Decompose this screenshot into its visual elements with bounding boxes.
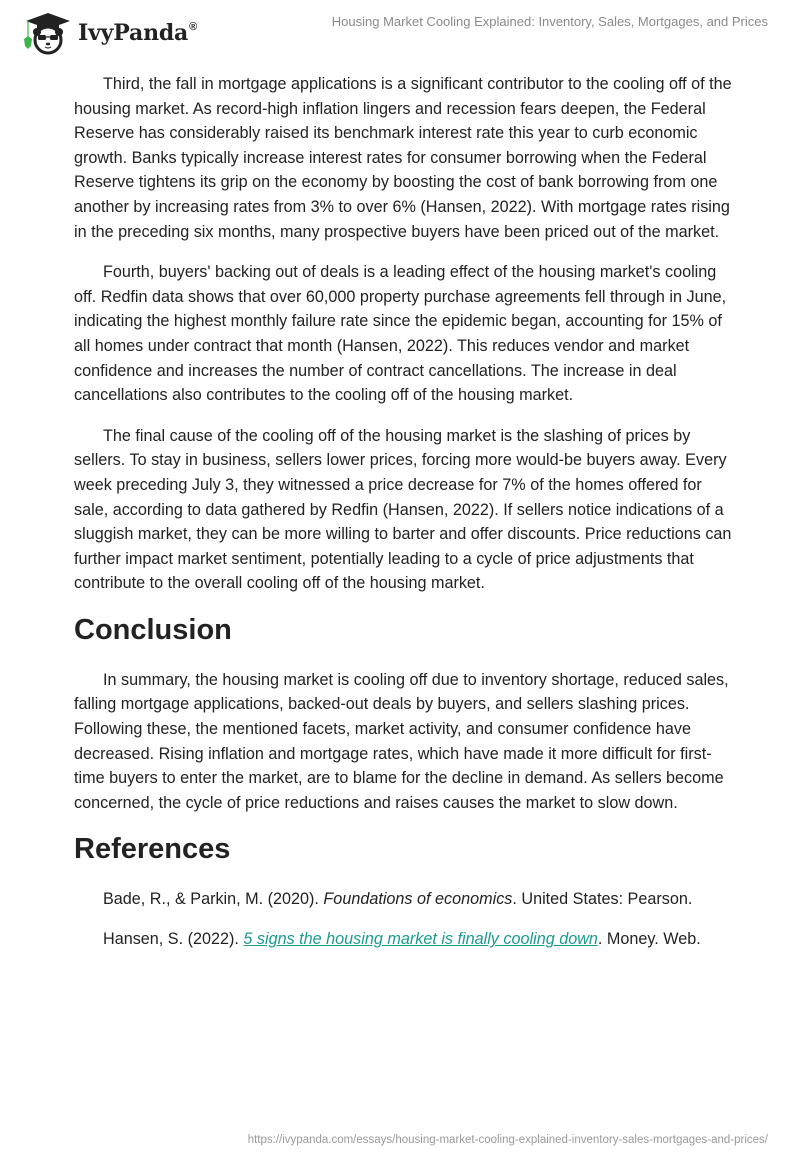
reference-publisher: . United States: Pearson. — [512, 890, 693, 909]
conclusion-paragraph: In summary, the housing market is cooling off due to inventory shortage, reduced sales, falling mortgage applications, backed-out deals by buyers, and sellers slashing prices. Following these, the mentioned facets, market activity, and consumer confidence have decreased. Rising inflation and mortgage rates, which have made it more difficult for first-time buyers to enter the market, are to blame for the decline in demand. As sellers become concerned, the cycle of price reductions and raises causes the market to slow down. — [74, 670, 729, 812]
reference-authors: Hansen, S. (2022). — [103, 930, 244, 949]
registered-mark: ® — [189, 21, 198, 33]
logo-wordmark — [78, 20, 197, 46]
reference-link[interactable]: 5 signs the housing market is finally cooling down — [243, 930, 598, 949]
reference-item — [103, 887, 734, 911]
paragraph-price-slashing: The final cause of the cooling off of the housing market is the slashing of prices by sellers. To stay in business, sellers lower prices, forcing more would-be buyers away. Every week preceding July 3, they witnessed a price decrease for 7% of the homes offered for sale, according to data gathered by Redfin (Hansen, 2022). If sellers notice indications of a sluggish market, they can be more willing to barter and offer discounts. Price reductions can further impact market sentiment, potentially leading to a cycle of price adjustments that contribute to the overall cooling off of the housing market. — [74, 426, 732, 593]
conclusion-heading: Conclusion — [74, 613, 232, 646]
essay-content — [74, 72, 734, 967]
document-title: Housing Market Cooling Explained: Inventory, Sales, Mortgages, and Prices — [331, 14, 768, 29]
paragraph-backing-out-deals: Fourth, buyers' backing out of deals is a leading effect of the housing market's cooling off. Redfin data shows that over 60,000 property purchase agreements fell through in June, indicating the highest monthly failure rate since the epidemic began, accounting for 15% of all homes under contract that month (Hansen, 2022). This reduces vendor and market confidence and increases the number of contract cancellations. The increase in deal cancellations also contributes to the cooling off of the housing market. — [74, 263, 727, 405]
page-header — [0, 0, 800, 62]
references-heading: References — [74, 833, 231, 866]
logo-text: IvyPanda — [78, 20, 189, 46]
reference-title: Foundations of economics — [323, 890, 513, 909]
ivypanda-logo[interactable] — [18, 10, 197, 56]
reference-source: . Money. Web. — [597, 930, 701, 949]
panda-graduate-icon — [18, 10, 74, 56]
reference-authors: Bade, R., & Parkin, M. (2020). — [103, 890, 324, 909]
paragraph-mortgage-applications: Third, the fall in mortgage applications is a significant contributor to the cooling off of the housing market. As record-high inflation lingers and recession fears deepen, the Federal Reserve has considerably raised its benchmark interest rate this year to curb economic growth. Banks typically increase interest rates for consumer borrowing when the Federal Reserve tightens its grip on the economy by boosting the cost of bank borrowing from one another by increasing rates from 3% to over 6% (Hansen, 2022). With mortgage rates rising in the preceding six months, many prospective buyers have been priced out of the market. — [74, 75, 732, 241]
reference-item — [103, 927, 734, 951]
reference-list — [103, 887, 734, 951]
page-url: https://ivypanda.com/essays/housing-market-cooling-explained-inventory-sales-mortgages-and-prices/ — [247, 1134, 768, 1146]
